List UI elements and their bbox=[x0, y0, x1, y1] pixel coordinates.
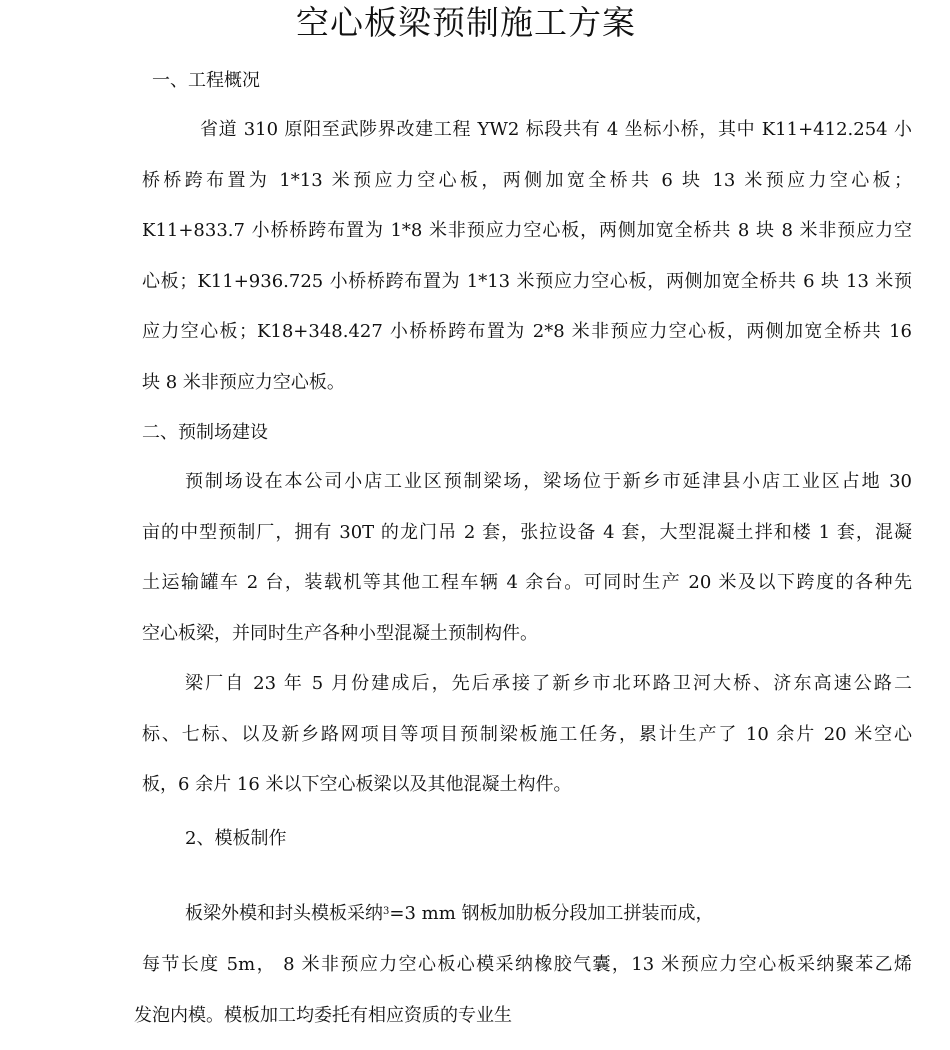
text-line: 预制场设在本公司小店工业区预制梁场，梁场位于新乡市延津县小店工业区占地 30 bbox=[185, 471, 912, 492]
subsection-heading-formwork: 2、模板制作 bbox=[185, 828, 287, 849]
formwork-line-1 bbox=[185, 901, 714, 927]
superscript: 3 bbox=[383, 906, 390, 917]
text-line: 标、七标、以及新乡路网项目等项目预制梁板施工任务，累计生产了 10 余片 20 米空心 bbox=[142, 723, 912, 745]
text-line: 省道 310 原阳至武陟界改建工程 YW2 标段共有 4 坐标小桥，其中 K11+412.254 小 bbox=[200, 119, 912, 140]
text-line: K11+833.7 小桥桥跨布置为 1*8 米非预应力空心板，两侧加宽全桥共 8 块 8 米非预应力空 bbox=[142, 220, 912, 241]
text-line: 亩的中型预制厂，拥有 30T 的龙门吊 2 套，张拉设备 4 套，大型混凝土拌和楼 1 套，混凝 bbox=[142, 521, 912, 543]
text-run: 板梁外模和封头模板采纳 bbox=[185, 903, 383, 924]
formwork-line-3: 发泡内模。模板加工均委托有相应资质的专业生 bbox=[134, 1005, 512, 1026]
yard-history-paragraph bbox=[142, 659, 912, 811]
text-line: 应力空心板；K18+348.427 小桥桥跨布置为 2*8 米非预应力空心板，两侧加宽全桥共 16 bbox=[142, 321, 912, 342]
text-line: 块 8 米非预应力空心板。 bbox=[142, 371, 345, 393]
text-line: 梁厂自 23 年 5 月份建成后，先后承接了新乡市北环路卫河大桥、济东高速公路二 bbox=[185, 673, 912, 694]
text-run: =3 mm 钢板加肋板分段加工拼装而成， bbox=[389, 903, 714, 924]
section-heading-prefab-yard: 二、预制场建设 bbox=[142, 422, 268, 443]
overview-paragraph bbox=[142, 105, 912, 408]
text-line: 心板；K11+936.725 小桥桥跨布置为 1*13 米预应力空心板，两侧加宽全桥共 6 块 13 米预 bbox=[142, 270, 912, 292]
text-line: 空心板梁，并同时生产各种小型混凝土预制构件。 bbox=[142, 622, 538, 644]
text-line: 桥桥跨布置为 1*13 米预应力空心板，两侧加宽全桥共 6 块 13 米预应力空心板； bbox=[142, 169, 912, 191]
text-line: 板，6 余片 16 米以下空心板梁以及其他混凝土构件。 bbox=[142, 774, 572, 795]
page-title: 空心板梁预制施工方案 bbox=[296, 3, 636, 42]
text-line: 土运输罐车 2 台，装载机等其他工程车辆 4 余台。可同时生产 20 米及以下跨度的各种先 bbox=[142, 572, 912, 593]
formwork-line-2: 每节长度 5m， 8 米非预应力空心板心模采纳橡胶气囊，13 米预应力空心板采纳聚苯乙烯 bbox=[142, 954, 912, 975]
section-heading-overview: 一、工程概况 bbox=[152, 70, 260, 91]
prefab-yard-paragraph bbox=[142, 457, 912, 659]
